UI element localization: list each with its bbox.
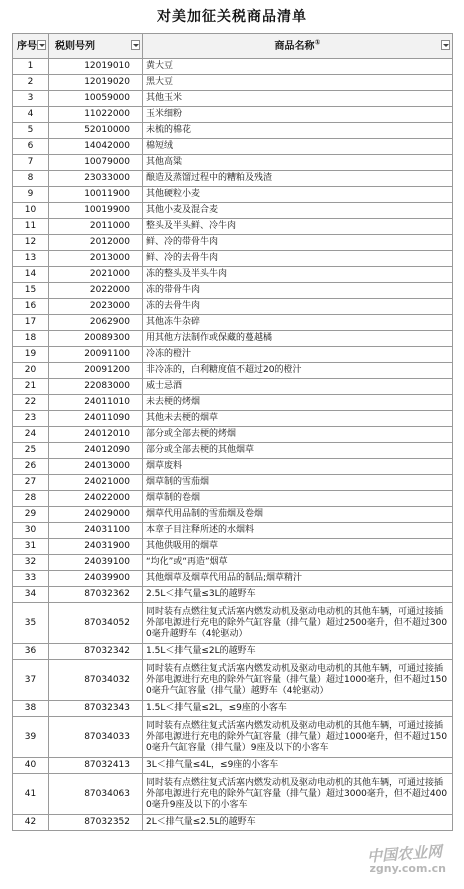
row-product-name: 黄大豆	[143, 59, 453, 75]
row-product-name: 其他硬粒小麦	[143, 187, 453, 203]
table-row	[13, 155, 453, 171]
table-row	[13, 571, 453, 587]
row-index: 18	[13, 331, 49, 347]
row-product-name: 2L＜排气量≤2.5L的越野车	[143, 815, 453, 831]
table-row	[13, 267, 453, 283]
row-product-name: 烟草代用品制的雪茄烟及卷烟	[143, 507, 453, 523]
row-product-name: 非冷冻的，白利糖度值不超过20的橙汁	[143, 363, 453, 379]
row-product-name: 2.5L＜排气量≤3L的越野车	[143, 587, 453, 603]
row-index: 3	[13, 91, 49, 107]
table-row	[13, 758, 453, 774]
row-index: 21	[13, 379, 49, 395]
row-index: 9	[13, 187, 49, 203]
row-index: 28	[13, 491, 49, 507]
header-index-label: 序号	[17, 40, 37, 52]
row-index: 24	[13, 427, 49, 443]
table-row	[13, 717, 453, 758]
row-index: 36	[13, 644, 49, 660]
row-index: 42	[13, 815, 49, 831]
table-row	[13, 411, 453, 427]
row-index: 15	[13, 283, 49, 299]
header-tariff-code	[49, 34, 143, 59]
table-row	[13, 555, 453, 571]
row-tariff-code: 23033000	[49, 171, 143, 187]
row-tariff-code: 24029000	[49, 507, 143, 523]
row-product-name: “均化”或“再造”烟草	[143, 555, 453, 571]
row-tariff-code: 52010000	[49, 123, 143, 139]
row-index: 26	[13, 459, 49, 475]
row-index: 4	[13, 107, 49, 123]
row-product-name: 3L＜排气量≤4L，≤9座的小客车	[143, 758, 453, 774]
row-tariff-code: 2012000	[49, 235, 143, 251]
row-tariff-code: 24011090	[49, 411, 143, 427]
header-code-label: 税则号列	[55, 40, 95, 52]
tariff-list-table	[12, 33, 453, 831]
row-tariff-code: 20089300	[49, 331, 143, 347]
table-row	[13, 171, 453, 187]
table-row	[13, 331, 453, 347]
table-row	[13, 427, 453, 443]
filter-dropdown-icon[interactable]	[441, 40, 450, 50]
table-row	[13, 91, 453, 107]
row-tariff-code: 10059000	[49, 91, 143, 107]
table-row	[13, 123, 453, 139]
filter-dropdown-icon[interactable]	[131, 40, 140, 50]
row-product-name: 烟草制的卷烟	[143, 491, 453, 507]
row-tariff-code: 10019900	[49, 203, 143, 219]
table-row	[13, 587, 453, 603]
row-product-name: 鲜、冷的带骨牛肉	[143, 235, 453, 251]
row-product-name: 其他高粱	[143, 155, 453, 171]
row-tariff-code: 24012090	[49, 443, 143, 459]
row-index: 38	[13, 701, 49, 717]
row-tariff-code: 24039900	[49, 571, 143, 587]
row-tariff-code: 14042000	[49, 139, 143, 155]
table-row	[13, 139, 453, 155]
row-tariff-code: 87032342	[49, 644, 143, 660]
row-tariff-code: 87034063	[49, 774, 143, 815]
row-index: 25	[13, 443, 49, 459]
table-row	[13, 219, 453, 235]
footnote-marker: ①	[314, 38, 321, 47]
row-product-name: 威士忌酒	[143, 379, 453, 395]
table-row	[13, 251, 453, 267]
row-product-name: 烟草制的雪茄烟	[143, 475, 453, 491]
table-row	[13, 379, 453, 395]
table-row	[13, 459, 453, 475]
row-index: 19	[13, 347, 49, 363]
row-tariff-code: 2013000	[49, 251, 143, 267]
row-tariff-code: 87034033	[49, 717, 143, 758]
row-tariff-code: 2062900	[49, 315, 143, 331]
row-product-name: 棉短绒	[143, 139, 453, 155]
row-index: 17	[13, 315, 49, 331]
table-row	[13, 491, 453, 507]
row-tariff-code: 24013000	[49, 459, 143, 475]
row-index: 2	[13, 75, 49, 91]
row-product-name: 同时装有点燃往复式活塞内燃发动机及驱动电动机的其他车辆，可通过接插外部电源进行充电的除外气缸容量（排气量）超过2500毫升，但不超过3000毫升越野车（4轮驱动）	[143, 603, 453, 644]
table-header-row	[13, 34, 453, 59]
row-index: 37	[13, 660, 49, 701]
row-index: 8	[13, 171, 49, 187]
row-tariff-code: 24031900	[49, 539, 143, 555]
row-index: 30	[13, 523, 49, 539]
header-index	[13, 34, 49, 59]
row-tariff-code: 87032352	[49, 815, 143, 831]
row-index: 16	[13, 299, 49, 315]
row-tariff-code: 20091200	[49, 363, 143, 379]
row-tariff-code: 24039100	[49, 555, 143, 571]
table-row	[13, 363, 453, 379]
row-index: 22	[13, 395, 49, 411]
row-product-name: 本章子目注释所述的水烟料	[143, 523, 453, 539]
row-tariff-code: 11022000	[49, 107, 143, 123]
table-row	[13, 299, 453, 315]
row-tariff-code: 87034032	[49, 660, 143, 701]
row-product-name: 未去梗的烤烟	[143, 395, 453, 411]
row-index: 13	[13, 251, 49, 267]
row-product-name: 其他小麦及混合麦	[143, 203, 453, 219]
row-index: 27	[13, 475, 49, 491]
row-index: 12	[13, 235, 49, 251]
row-product-name: 1.5L＜排气量≤2L，≤9座的小客车	[143, 701, 453, 717]
row-product-name: 同时装有点燃往复式活塞内燃发动机及驱动电动机的其他车辆，可通过接插外部电源进行充电的除外气缸容量（排气量）超过1000毫升，但不超过1500毫升气缸容量（排气量）越野车（4轮驱动）	[143, 660, 453, 701]
row-product-name: 部分或全部去梗的烤烟	[143, 427, 453, 443]
row-product-name: 同时装有点燃往复式活塞内燃发动机及驱动电动机的其他车辆，可通过接插外部电源进行充电的除外气缸容量（排气量）超过3000毫升，但不超过4000毫升9座及以下的小客车	[143, 774, 453, 815]
row-tariff-code: 2021000	[49, 267, 143, 283]
row-tariff-code: 22083000	[49, 379, 143, 395]
row-product-name: 整头及半头鲜、冷牛肉	[143, 219, 453, 235]
table-row	[13, 701, 453, 717]
header-name-label: 商品名称	[274, 40, 315, 52]
table-row	[13, 443, 453, 459]
table-row	[13, 315, 453, 331]
table-row	[13, 660, 453, 701]
row-product-name: 冻的带骨牛肉	[143, 283, 453, 299]
row-tariff-code: 24012010	[49, 427, 143, 443]
row-index: 20	[13, 363, 49, 379]
row-index: 6	[13, 139, 49, 155]
filter-dropdown-icon[interactable]	[37, 40, 46, 50]
table-row	[13, 107, 453, 123]
row-tariff-code: 87032362	[49, 587, 143, 603]
row-product-name: 部分或全部去梗的其他烟草	[143, 443, 453, 459]
row-index: 34	[13, 587, 49, 603]
row-product-name: 烟草废料	[143, 459, 453, 475]
row-index: 7	[13, 155, 49, 171]
row-index: 5	[13, 123, 49, 139]
row-product-name: 冻的整头及半头牛肉	[143, 267, 453, 283]
watermark-url: zgny.com.cn	[369, 862, 446, 875]
row-tariff-code: 24011010	[49, 395, 143, 411]
row-product-name: 其他供吸用的烟草	[143, 539, 453, 555]
row-index: 35	[13, 603, 49, 644]
row-product-name: 用其他方法制作或保藏的蔓越橘	[143, 331, 453, 347]
row-product-name: 其他玉米	[143, 91, 453, 107]
row-product-name: 1.5L＜排气量≤2L的越野车	[143, 644, 453, 660]
row-product-name: 其他未去梗的烟草	[143, 411, 453, 427]
table-row	[13, 774, 453, 815]
table-row	[13, 523, 453, 539]
table-row	[13, 475, 453, 491]
table-row	[13, 644, 453, 660]
table-row	[13, 187, 453, 203]
row-tariff-code: 2022000	[49, 283, 143, 299]
table-row	[13, 59, 453, 75]
row-tariff-code: 87034052	[49, 603, 143, 644]
table-row	[13, 539, 453, 555]
row-index: 14	[13, 267, 49, 283]
row-tariff-code: 10079000	[49, 155, 143, 171]
row-tariff-code: 24031100	[49, 523, 143, 539]
row-tariff-code: 87032343	[49, 701, 143, 717]
table-row	[13, 283, 453, 299]
row-tariff-code: 20091100	[49, 347, 143, 363]
table-row	[13, 347, 453, 363]
row-product-name: 未梳的棉花	[143, 123, 453, 139]
row-product-name: 其他冻牛杂碎	[143, 315, 453, 331]
row-product-name: 黑大豆	[143, 75, 453, 91]
row-index: 29	[13, 507, 49, 523]
row-index: 40	[13, 758, 49, 774]
table-row	[13, 75, 453, 91]
row-index: 33	[13, 571, 49, 587]
row-product-name: 同时装有点燃往复式活塞内燃发动机及驱动电动机的其他车辆，可通过接插外部电源进行充电的除外气缸容量（排气量）超过1000毫升，但不超过1500毫升气缸容量（排气量）9座及以下的小客车	[143, 717, 453, 758]
row-product-name: 冷冻的橙汁	[143, 347, 453, 363]
table-row	[13, 395, 453, 411]
row-product-name: 冻的去骨牛肉	[143, 299, 453, 315]
page-title: 对美加征关税商品清单	[157, 9, 307, 25]
row-product-name: 玉米细粉	[143, 107, 453, 123]
row-tariff-code: 12019020	[49, 75, 143, 91]
row-product-name: 酿造及蒸馏过程中的糟粕及残渣	[143, 171, 453, 187]
row-index: 11	[13, 219, 49, 235]
row-product-name: 其他烟草及烟草代用品的制品;烟草精汁	[143, 571, 453, 587]
row-product-name: 鲜、冷的去骨牛肉	[143, 251, 453, 267]
watermark-logo: 中国农业网	[366, 842, 443, 866]
row-tariff-code: 24022000	[49, 491, 143, 507]
row-index: 39	[13, 717, 49, 758]
row-tariff-code: 2011000	[49, 219, 143, 235]
table-row	[13, 603, 453, 644]
row-tariff-code: 87032413	[49, 758, 143, 774]
row-tariff-code: 12019010	[49, 59, 143, 75]
table-row	[13, 815, 453, 831]
table-row	[13, 507, 453, 523]
row-index: 32	[13, 555, 49, 571]
row-index: 1	[13, 59, 49, 75]
row-index: 41	[13, 774, 49, 815]
row-index: 10	[13, 203, 49, 219]
table-row	[13, 203, 453, 219]
table-row	[13, 235, 453, 251]
row-index: 23	[13, 411, 49, 427]
header-product-name	[143, 34, 453, 59]
row-index: 31	[13, 539, 49, 555]
row-tariff-code: 2023000	[49, 299, 143, 315]
row-tariff-code: 10011900	[49, 187, 143, 203]
row-tariff-code: 24021000	[49, 475, 143, 491]
